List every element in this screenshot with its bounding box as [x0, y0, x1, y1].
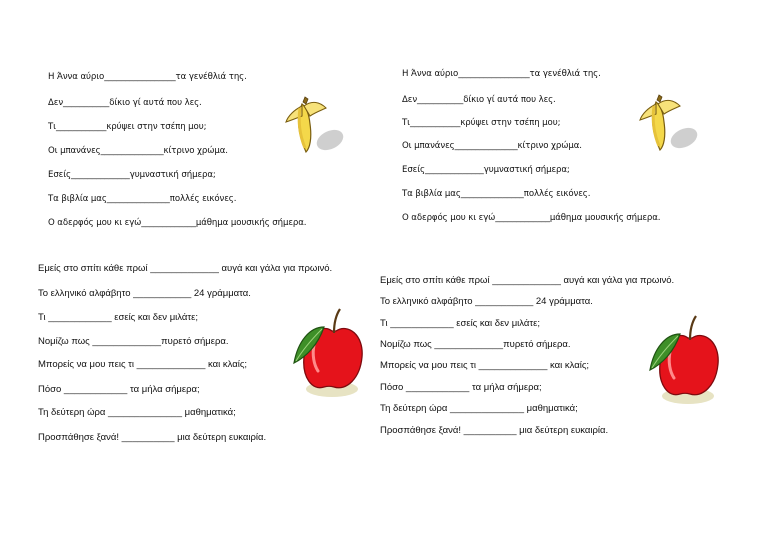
sentence-line: Μπορείς να μου πεις τι _____________ και κλαίς;	[38, 359, 248, 370]
apple-icon	[646, 312, 722, 408]
sentence-line: Προσπάθησε ξανά! __________ μια δεύτερη ευκαιρία.	[380, 425, 609, 436]
sentence-line: Νομίζω πως _____________πυρετό σήμερα.	[38, 336, 229, 347]
sentence-line: Νομίζω πως _____________πυρετό σήμερα.	[380, 339, 571, 350]
sentence-line: Ο αδερφός μου κι εγώ_____________μάθημα μουσικής σήμερα.	[402, 213, 661, 223]
sentence-line: Τι ____________ εσείς και δεν μιλάτε;	[38, 312, 199, 323]
sentence-line: Οι μπανάνες_______________κίτρινο χρώμα.	[402, 141, 582, 151]
banana-icon	[282, 94, 348, 162]
sentence-line: Ο αδερφός μου κι εγώ_____________μάθημα μουσικής σήμερα.	[48, 218, 307, 228]
sentence-line: Η Άννα αύριο_________________τα γενέθλιά της.	[402, 69, 601, 79]
sentence-line: Εμείς στο σπίτι κάθε πρωί _____________ αυγά και γάλα για πρωινό.	[380, 275, 675, 286]
sentence-line: Τι ____________ εσείς και δεν μιλάτε;	[380, 318, 541, 329]
sentence-line: Εμείς στο σπίτι κάθε πρωί _____________ αυγά και γάλα για πρωινό.	[38, 263, 333, 274]
sentence-line: Οι μπανάνες_______________κίτρινο χρώμα.	[48, 146, 228, 156]
sentence-line: Τη δεύτερη ώρα ______________ μαθηματικά;	[38, 407, 236, 418]
sentence-line: Εσείς______________γυμναστική σήμερα;	[48, 170, 216, 180]
sentence-line: Το ελληνικό αλφάβητο ___________ 24 γράμματα.	[380, 296, 593, 307]
sentence-line: Δεν___________δίκιο γί αυτά που λες.	[402, 95, 556, 105]
sentence-line: Εσείς______________γυμναστική σήμερα;	[402, 165, 570, 175]
sentence-line: Τα βιβλία μας_______________πολλές εικόνες.	[402, 189, 591, 199]
sentence-line: Η Άννα αύριο_________________τα γενέθλιά της.	[48, 72, 247, 82]
sentence-line: Τι____________κρύψει στην τσέπη μου;	[48, 122, 207, 132]
sentence-line: Πόσο ____________ τα μήλα σήμερα;	[380, 382, 542, 393]
sentence-line: Τι____________κρύψει στην τσέπη μου;	[402, 118, 561, 128]
sentence-line: Προσπάθησε ξανά! __________ μια δεύτερη ευκαιρία.	[38, 432, 267, 443]
banana-icon	[636, 92, 702, 160]
sentence-line: Μπορείς να μου πεις τι _____________ και κλαίς;	[380, 360, 590, 371]
sentence-line: Τα βιβλία μας_______________πολλές εικόνες.	[48, 194, 237, 204]
apple-icon	[290, 305, 366, 401]
sentence-line: Δεν___________δίκιο γί αυτά που λες.	[48, 98, 202, 108]
sentence-line: Το ελληνικό αλφάβητο ___________ 24 γράμματα.	[38, 288, 251, 299]
sentence-line: Τη δεύτερη ώρα ______________ μαθηματικά;	[380, 403, 578, 414]
sentence-line: Πόσο ____________ τα μήλα σήμερα;	[38, 384, 200, 395]
